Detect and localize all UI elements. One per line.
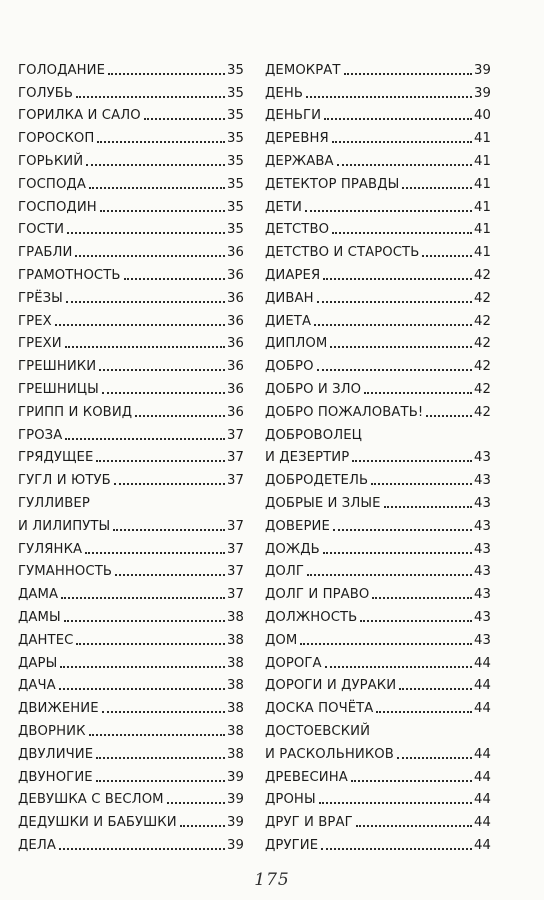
dot-leader <box>76 96 225 98</box>
dot-leader <box>115 574 225 576</box>
index-page-ref: 37 <box>227 541 244 557</box>
index-page-ref: 35 <box>227 108 244 124</box>
index-page-ref: 36 <box>227 313 244 329</box>
index-page-ref: 43 <box>474 609 491 625</box>
index-page-ref: 41 <box>474 153 491 169</box>
dot-leader <box>371 483 472 485</box>
index-entry <box>18 169 244 192</box>
index-page-ref: 42 <box>474 313 491 329</box>
index-page-ref: 37 <box>227 564 244 580</box>
dot-leader <box>422 255 472 257</box>
index-page-ref: 35 <box>227 222 244 238</box>
index-entry <box>265 374 491 397</box>
index-page-ref: 41 <box>474 176 491 192</box>
index-term: ДЕНЬ <box>265 85 303 101</box>
index-page-ref: 38 <box>227 655 244 671</box>
index-term: ДАЧА <box>18 678 56 694</box>
index-page-ref: 43 <box>474 541 491 557</box>
index-entry <box>265 283 491 306</box>
index-term: ДОЖДЬ <box>265 541 320 557</box>
index-term: ГОСПОДА <box>18 176 86 192</box>
dot-leader <box>300 643 472 645</box>
index-entry <box>18 329 244 352</box>
index-term: И ЛИЛИПУТЫ <box>18 518 111 534</box>
index-term: ДОБРО <box>265 359 314 375</box>
index-term: ДОБРОДЕТЕЛЬ <box>265 473 369 489</box>
index-page-ref: 44 <box>474 701 491 717</box>
dot-leader <box>332 141 472 143</box>
index-entry <box>265 443 491 466</box>
index-term: ДРОНЫ <box>265 792 316 808</box>
dot-leader <box>337 164 472 166</box>
dot-leader <box>100 210 225 212</box>
index-page-ref: 43 <box>474 518 491 534</box>
dot-leader <box>76 643 225 645</box>
index-term: И РАСКОЛЬНИКОВ <box>265 746 394 762</box>
index-term: ГРАБЛИ <box>18 245 73 261</box>
index-page-ref: 37 <box>227 450 244 466</box>
index-term: ДОБРО И ЗЛО <box>265 381 362 397</box>
dot-leader <box>102 392 225 394</box>
index-page-ref: 43 <box>474 473 491 489</box>
index-entry <box>18 192 244 215</box>
index-entry <box>265 693 491 716</box>
dot-leader <box>319 802 472 804</box>
index-entry <box>265 306 491 329</box>
index-page-ref: 35 <box>227 153 244 169</box>
index-term: ДВИЖЕНИЕ <box>18 701 99 717</box>
index-term: ДЕРЖАВА <box>265 153 334 169</box>
index-entry <box>265 739 491 762</box>
index-page-ref: 39 <box>474 85 491 101</box>
index-page-ref: 38 <box>227 723 244 739</box>
index-entry <box>18 557 244 580</box>
index-term: ДЕТИ <box>265 199 302 215</box>
index-entry <box>265 488 491 511</box>
index-term: ДВУЛИЧИЕ <box>18 746 94 762</box>
index-entry <box>265 465 491 488</box>
index-entry <box>265 671 491 694</box>
dot-leader <box>55 324 225 326</box>
index-entry <box>265 716 491 739</box>
dot-leader <box>323 278 472 280</box>
index-entry <box>18 739 244 762</box>
dot-leader <box>332 232 472 234</box>
index-term: ДЕТЕКТОР ПРАВДЫ <box>265 176 400 192</box>
dot-leader <box>352 460 472 462</box>
index-page-ref: 36 <box>227 336 244 352</box>
index-term: ДРУГ И ВРАГ <box>265 815 353 831</box>
dot-leader <box>59 688 225 690</box>
index-page-ref: 39 <box>227 815 244 831</box>
index-entry <box>18 716 244 739</box>
index-entry <box>265 602 491 625</box>
index-entry <box>18 215 244 238</box>
dot-leader <box>384 506 472 508</box>
dot-leader <box>397 757 472 759</box>
index-term: ДРЕВЕСИНА <box>265 769 348 785</box>
index-term: ДОЛЖНОСТЬ <box>265 609 358 625</box>
index-term: ГОЛУБЬ <box>18 85 74 101</box>
index-term: ДОРОГА <box>265 655 322 671</box>
index-page-ref: 42 <box>474 290 491 306</box>
index-entry <box>265 55 491 78</box>
dot-leader <box>402 187 472 189</box>
index-page-ref: 43 <box>474 587 491 603</box>
index-entry <box>18 511 244 534</box>
index-page-ref: 41 <box>474 199 491 215</box>
index-page-ref: 37 <box>227 473 244 489</box>
index-entry <box>265 146 491 169</box>
dot-leader <box>65 438 225 440</box>
dot-leader <box>144 118 225 120</box>
index-entry <box>265 215 491 238</box>
dot-leader <box>317 301 472 303</box>
index-term: ГРЕХИ <box>18 336 62 352</box>
index-entry <box>265 260 491 283</box>
index-page-ref: 36 <box>227 404 244 420</box>
dot-leader <box>180 825 225 827</box>
index-page-ref: 39 <box>227 769 244 785</box>
index-entry <box>18 534 244 557</box>
index-entry <box>265 807 491 830</box>
index-page-ref: 35 <box>227 176 244 192</box>
index-page-ref: 44 <box>474 655 491 671</box>
index-entry <box>18 488 244 511</box>
index-page-ref: 37 <box>227 518 244 534</box>
index-page-ref: 44 <box>474 746 491 762</box>
index-entry <box>18 579 244 602</box>
dot-leader <box>113 529 225 531</box>
index-term: ДОРОГИ И ДУРАКИ <box>265 678 397 694</box>
index-term: ДИПЛОМ <box>265 336 328 352</box>
index-term: ДАМЫ <box>18 609 61 625</box>
index-term: ГРЕШНИКИ <box>18 359 97 375</box>
index-entry <box>18 465 244 488</box>
index-page-ref: 44 <box>474 837 491 853</box>
index-page-ref: 42 <box>474 404 491 420</box>
index-entry <box>265 785 491 808</box>
dot-leader <box>323 552 472 554</box>
index-term: ДЕРЕВНЯ <box>265 131 329 147</box>
dot-leader <box>114 483 225 485</box>
index-term: ДОБРЫЕ И ЗЛЫЕ <box>265 495 381 511</box>
index-entry <box>18 830 244 853</box>
index-term: ГОРЬКИЙ <box>18 153 84 169</box>
index-term: ДОБРО ПОЖАЛОВАТЬ! <box>265 404 424 420</box>
index-page-ref: 36 <box>227 381 244 397</box>
dot-leader <box>96 757 225 759</box>
index-term: ГОРИЛКА И САЛО <box>18 108 141 124</box>
index-entry <box>265 511 491 534</box>
index-page-ref: 41 <box>474 131 491 147</box>
index-term: ГРЕШНИЦЫ <box>18 381 99 397</box>
index-term: ГРАМОТНОСТЬ <box>18 267 121 283</box>
dot-leader <box>306 96 472 98</box>
index-term: ГРИПП И КОВИД <box>18 404 133 420</box>
index-entry <box>18 693 244 716</box>
index-entry <box>265 420 491 443</box>
index-entry <box>18 283 244 306</box>
dot-leader <box>360 620 472 622</box>
dot-leader <box>96 460 225 462</box>
index-page-ref: 38 <box>227 701 244 717</box>
index-page-ref: 42 <box>474 359 491 375</box>
index-term: ДОСТОЕВСКИЙ <box>265 723 371 739</box>
index-entry <box>18 146 244 169</box>
index-term: ДРУГИЕ <box>265 837 319 853</box>
index-term: ГОРОСКОП <box>18 131 95 147</box>
index-entry <box>18 55 244 78</box>
index-entry <box>265 123 491 146</box>
index-entry <box>18 602 244 625</box>
index-term: ГОЛОДАНИЕ <box>18 62 106 78</box>
index-page-ref: 35 <box>227 131 244 147</box>
index-entry <box>18 397 244 420</box>
dot-leader <box>307 574 472 576</box>
index-entry <box>18 237 244 260</box>
index-term: ГОСПОДИН <box>18 199 97 215</box>
dot-leader <box>89 187 225 189</box>
index-term: ДОЛГ И ПРАВО <box>265 587 370 603</box>
index-term: ГРЁЗЫ <box>18 290 63 306</box>
index-page-ref: 42 <box>474 336 491 352</box>
index-entry <box>18 260 244 283</box>
index-term: ДОВЕРИЕ <box>265 518 330 534</box>
index-page-ref: 39 <box>474 62 491 78</box>
index-page-ref: 36 <box>227 290 244 306</box>
index-page-ref: 38 <box>227 632 244 648</box>
index-page-ref: 35 <box>227 199 244 215</box>
index-entry <box>18 123 244 146</box>
dot-leader <box>314 324 472 326</box>
index-term: ГУМАННОСТЬ <box>18 564 113 580</box>
index-term: ДОМ <box>265 632 298 648</box>
index-page-ref: 38 <box>227 746 244 762</box>
dot-leader <box>61 597 225 599</box>
index-term: ДИВАН <box>265 290 314 306</box>
index-page-ref: 35 <box>227 85 244 101</box>
index-entry <box>265 557 491 580</box>
dot-leader <box>97 141 225 143</box>
index-term: ДВОРНИК <box>18 723 86 739</box>
index-entry <box>265 625 491 648</box>
dot-leader <box>99 369 225 371</box>
index-page-ref: 36 <box>227 359 244 375</box>
index-term: ДИАРЕЯ <box>265 267 321 283</box>
index-entry <box>265 78 491 101</box>
index-page-ref: 37 <box>227 587 244 603</box>
index-page-ref: 43 <box>474 564 491 580</box>
index-term: ДВУНОГИЕ <box>18 769 93 785</box>
index-entry <box>265 192 491 215</box>
dot-leader <box>65 346 225 348</box>
index-term: ДЕТСТВО <box>265 222 330 238</box>
dot-leader <box>364 392 472 394</box>
dot-leader <box>64 620 225 622</box>
dot-leader <box>356 825 472 827</box>
index-page-ref: 38 <box>227 609 244 625</box>
index-term: ГОСТИ <box>18 222 65 238</box>
index-entry <box>18 374 244 397</box>
dot-leader <box>330 346 472 348</box>
dot-leader <box>324 118 472 120</box>
dot-leader <box>102 711 225 713</box>
index-entry <box>265 534 491 557</box>
index-entry <box>18 762 244 785</box>
index-page-ref: 37 <box>227 427 244 443</box>
index-term: ДОБРОВОЛЕЦ <box>265 427 362 443</box>
index-entry <box>265 237 491 260</box>
index-page-ref: 44 <box>474 792 491 808</box>
index-term: ДЕМОКРАТ <box>265 62 341 78</box>
index-entry <box>18 351 244 374</box>
index-entry <box>265 101 491 124</box>
index-entry <box>265 648 491 671</box>
index-entry <box>18 420 244 443</box>
index-term: ГУЛЯНКА <box>18 541 83 557</box>
index-entry <box>18 625 244 648</box>
index-page-ref: 41 <box>474 222 491 238</box>
index-entry <box>18 648 244 671</box>
index-term: ГУГЛ И ЮТУБ <box>18 473 111 489</box>
index-page-ref: 44 <box>474 769 491 785</box>
index-page-ref: 39 <box>227 837 244 853</box>
index-term: ГРЕХ <box>18 313 52 329</box>
index-entry <box>265 762 491 785</box>
dot-leader <box>59 848 225 850</box>
index-term: ГРОЗА <box>18 427 63 443</box>
index-page-ref: 43 <box>474 632 491 648</box>
index-page-ref: 42 <box>474 381 491 397</box>
index-term: ДОЛГ <box>265 564 305 580</box>
dot-leader <box>66 301 225 303</box>
index-term: И ДЕЗЕРТИР <box>265 450 350 466</box>
dot-leader <box>96 780 225 782</box>
index-term: ДЕДУШКИ И БАБУШКИ <box>18 815 177 831</box>
dot-leader <box>351 780 472 782</box>
index-page-ref: 44 <box>474 815 491 831</box>
index-page-ref: 43 <box>474 450 491 466</box>
dot-leader <box>75 255 225 257</box>
dot-leader <box>399 688 472 690</box>
index-page-ref: 39 <box>227 792 244 808</box>
index-page-ref: 40 <box>474 108 491 124</box>
index-page-ref: 41 <box>474 245 491 261</box>
dot-leader <box>317 369 472 371</box>
dot-leader <box>135 415 225 417</box>
index-entry <box>265 397 491 420</box>
dot-leader <box>333 529 472 531</box>
page-number: 175 <box>254 870 290 890</box>
index-page-ref: 38 <box>227 678 244 694</box>
dot-leader <box>85 552 225 554</box>
index-page-ref: 44 <box>474 678 491 694</box>
dot-leader <box>376 711 472 713</box>
dot-leader <box>372 597 472 599</box>
dot-leader <box>167 802 225 804</box>
dot-leader <box>344 73 472 75</box>
index-term: ГУЛЛИВЕР <box>18 495 90 511</box>
dot-leader <box>305 210 472 212</box>
index-page-ref: 42 <box>474 267 491 283</box>
index-page-ref: 36 <box>227 245 244 261</box>
index-term: ДЕЛА <box>18 837 56 853</box>
dot-leader <box>86 164 225 166</box>
index-term: ДЕНЬГИ <box>265 108 322 124</box>
index-entry <box>18 671 244 694</box>
dot-leader <box>60 666 225 668</box>
index-entry <box>265 351 491 374</box>
index-entry <box>18 78 244 101</box>
dot-leader <box>108 73 225 75</box>
index-entry <box>18 785 244 808</box>
index-page-ref: 43 <box>474 495 491 511</box>
dot-leader <box>89 734 225 736</box>
index-entry <box>18 306 244 329</box>
index-term: ДАРЫ <box>18 655 58 671</box>
dot-leader <box>426 415 472 417</box>
index-page-ref: 35 <box>227 62 244 78</box>
dot-leader <box>67 232 225 234</box>
index-term: ДАНТЕС <box>18 632 74 648</box>
index-term: ДЕВУШКА С ВЕСЛОМ <box>18 792 164 808</box>
dot-leader <box>325 666 472 668</box>
index-entry <box>265 830 491 853</box>
index-term: ДИЕТА <box>265 313 312 329</box>
dot-leader <box>321 848 472 850</box>
index-entry <box>265 169 491 192</box>
index-entry <box>265 329 491 352</box>
index-column-left <box>18 55 244 853</box>
index-entry <box>18 807 244 830</box>
index-entry <box>265 579 491 602</box>
index-term: ДОСКА ПОЧЁТА <box>265 701 374 717</box>
index-term: ГРЯДУЩЕЕ <box>18 450 94 466</box>
dot-leader <box>124 278 225 280</box>
index-entry <box>18 443 244 466</box>
index-term: ДАМА <box>18 587 59 603</box>
index-column-right <box>265 55 491 853</box>
index-entry <box>18 101 244 124</box>
index-page-ref: 36 <box>227 267 244 283</box>
index-term: ДЕТСТВО И СТАРОСТЬ <box>265 245 420 261</box>
